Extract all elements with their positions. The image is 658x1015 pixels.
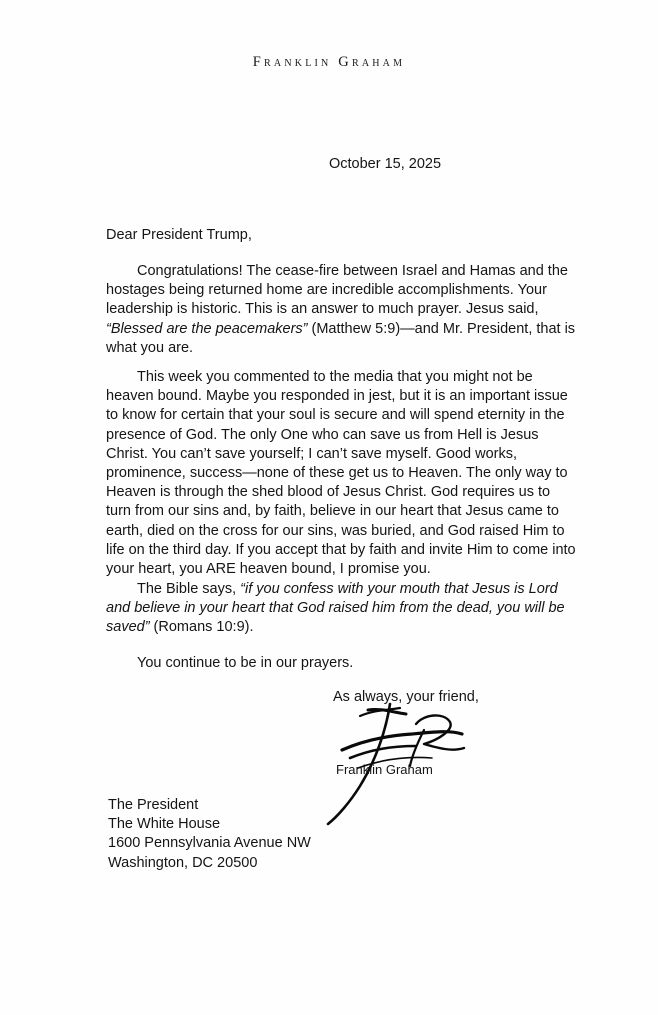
paragraph-1-quote: “Blessed are the peacemakers” [106,320,308,337]
paragraph-3-text: The Bible says, [137,581,241,597]
handwritten-signature [320,700,470,828]
paragraph-2 [106,368,576,579]
address-line-1: The President [108,797,199,813]
letterhead: Franklin Graham [252,54,406,70]
closing: As always, your friend, [333,689,479,705]
paragraph-3-quote: “if you confess with your mouth that Jesus is Lord and believe in your heart that God raised him from the dead, you will be saved” [106,581,565,636]
paragraph-3 [106,580,576,638]
paragraph-4 [106,654,576,673]
recipient-address [108,796,311,873]
paragraph-4-text: You continue to be in our prayers. [137,655,354,671]
salutation: Dear President Trump, [106,227,252,243]
paragraph-3-citation: (Romans 10:9). [149,619,254,636]
paragraph-2-text: This week you commented to the media that you might not be heaven bound. Maybe you responded in jest, but it is an important issue to know for certain that your soul is secure and will spend eternity in the presence of God. The only One who can save us from Hell is Jesus Christ. You can’t save yourself; I can’t save myself. Good works, prominence, success—none of these get us to Heaven. The only way to Heaven is through the shed blood of Jesus Christ. God requires us to turn from our sins and, by faith, believe in our heart that Jesus came to earth, died on the cross for our sins, was buried, and God raised Him to life on the third day. If you accept that by faith and invite Him to come into your heart, you ARE heaven bound, I promise you. [106,369,576,578]
signer-name: Franklin Graham [336,762,433,777]
paragraph-1-text: Congratulations! The cease-fire between Israel and Hamas and the hostages being returned home are incredible accomplishments. Your leadership is historic. This is an answer to much prayer. Jesus said, [106,263,568,318]
letter-date: October 15, 2025 [329,156,442,172]
paragraph-1 [106,262,576,358]
address-line-4: Washington, DC 20500 [108,854,258,871]
paragraph-1-citation: (Matthew 5:9)—and Mr. President, that is what you are. [106,320,576,356]
address-line-3: 1600 Pennsylvania Avenue NW [108,835,311,852]
address-line-2: The White House [108,816,221,833]
